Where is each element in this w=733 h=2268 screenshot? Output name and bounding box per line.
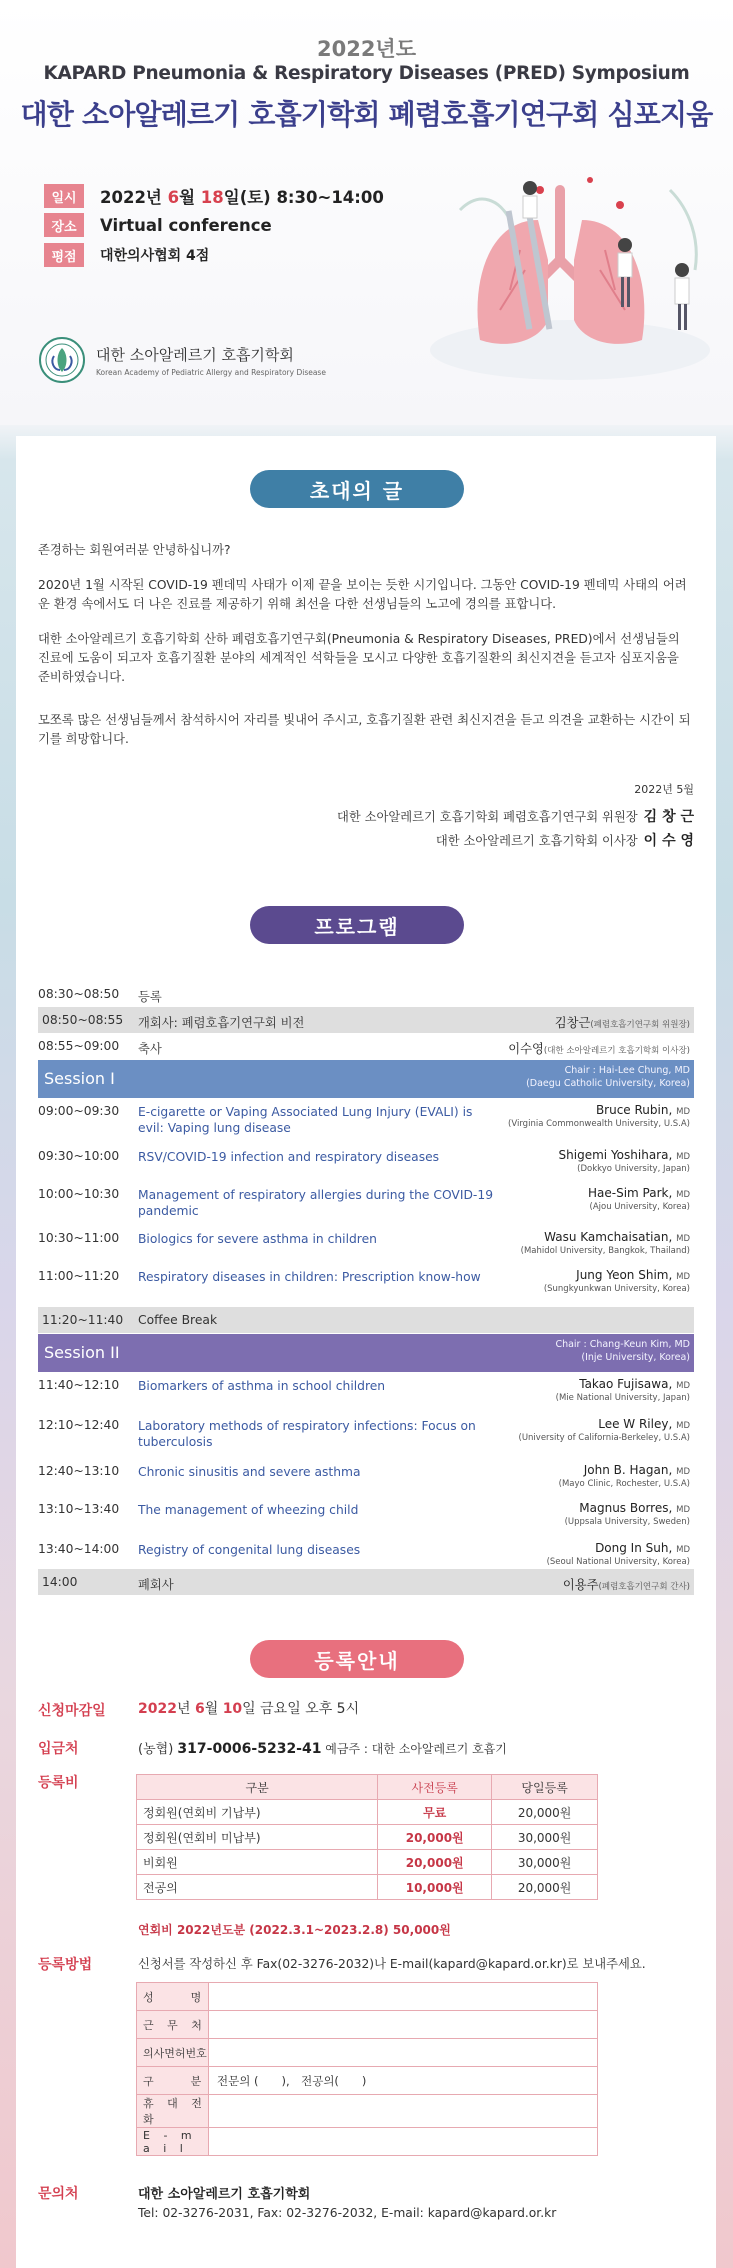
program-row-talk [38,1227,694,1265]
program-row-registration: 08:30~08:50 등록 [38,987,162,1004]
info-date-value: 2022년 6월 18일(토) 8:30~14:00 [100,188,384,207]
fee-table [136,1774,598,1900]
deadline-label: 신청마감일 [38,1703,106,1719]
contact-details: Tel: 02-3276-2031, Fax: 02-3276-2032, E-mail: kapard@kapard.or.kr [138,2206,557,2220]
bank-label: 입금처 [38,1741,79,1757]
info-credit-row [44,243,209,267]
talk-affiliation: (Seoul National University, Korea) [546,1557,690,1567]
session-1-header: Session I Chair : Hai-Lee Chung, MD (Daegu Catholic University, Korea) [38,1060,694,1098]
talk-speaker: Shigemi Yoshihara, MD [558,1148,690,1162]
program-heading: 프로그램 [250,906,464,944]
fee-cell: 20,000원 [492,1875,598,1900]
program-row-talk [38,1374,694,1414]
org-block [38,336,326,384]
fee-cell: 정회원(연회비 미납부) [137,1825,378,1850]
fee-header-cell: 사전등록 [378,1775,492,1800]
talk-title: Chronic sinusitis and severe asthma [138,1465,361,1479]
hero-title-kr: 대한 소아알레르기 호흡기학회 폐렴호흡기연구회 심포지움 [20,98,713,131]
annual-fee-note: 연회비 2022년도분 (2022.3.1~2023.2.8) 50,000원 [138,1923,451,1937]
fee-cell: 20,000원 [378,1850,492,1875]
talk-time: 09:00~09:30 [38,1104,120,1118]
program-row-congrats: 08:55~09:00 축사 이수영(대한 소아알레르기 호흡기학회 이사장) [38,1039,690,1056]
fee-label: 등록비 [38,1775,79,1791]
org-logo-icon [38,336,86,384]
content-card [16,436,716,2268]
hero-banner [0,0,733,425]
form-field-value[interactable]: 전문의 ( ), 전공의( ) [209,2067,598,2095]
program-row-break: 11:20~11:40 Coffee Break [38,1307,694,1333]
fee-row [137,1850,598,1875]
form-row [137,2039,598,2067]
talk-speaker: Lee W Riley, MD [598,1417,690,1431]
bank-value: (농협) 317-0006-5232-41 예금주 : 대한 소아알레르기 호흡기 [138,1741,507,1757]
form-field-label: 의사면허번호 [137,2039,209,2067]
fee-cell: 무료 [378,1800,492,1825]
program-row-talk [38,1414,694,1460]
program-row-opening: 08:50~08:55 개회사: 폐렴호흡기연구회 비전 김창근(폐렴호흡기연구회 위원장) [38,1007,694,1033]
talk-time: 13:10~13:40 [38,1502,120,1516]
program-row-talk [38,1265,694,1307]
method-value: 신청서를 작성하신 후 Fax(02-3276-2032)나 E-mail(kapard@kapard.or.kr)로 보내주세요. [138,1957,646,1971]
form-row [137,1983,598,2011]
fee-row [137,1825,598,1850]
talk-speaker: Magnus Borres, MD [579,1501,690,1515]
form-field-label: 구 분 [137,2067,209,2095]
info-venue-row [44,213,272,237]
invite-signature-1: 대한 소아알레르기 호흡기학회 폐렴호흡기연구회 위원장 김 창 근 [336,809,694,825]
fee-cell: 전공의 [137,1875,378,1900]
deadline-value: 2022년 6월 10일 금요일 오후 5시 [138,1701,360,1717]
talk-time: 10:30~11:00 [38,1231,120,1245]
fee-cell: 30,000원 [492,1825,598,1850]
invite-heading: 초대의 글 [250,470,464,508]
program-row-talk [38,1183,694,1227]
invite-greeting: 존경하는 회원여러분 안녕하십니까? [38,543,231,557]
talk-title: Registry of congenital lung diseases [138,1543,361,1557]
form-field-label: 근 무 처 [137,2011,209,2039]
fee-row [137,1875,598,1900]
talk-title: RSV/COVID-19 infection and respiratory diseases [138,1150,440,1164]
talk-time: 11:00~11:20 [38,1269,120,1283]
program-row-talk [38,1498,694,1538]
talk-affiliation: (University of California-Berkeley, U.S.A) [518,1433,690,1443]
talk-speaker: Dong In Suh, MD [595,1541,690,1555]
form-row [137,2128,598,2156]
info-label-date: 일시 [44,184,84,208]
talk-title: Biomarkers of asthma in school children [138,1379,386,1393]
session-2-header: Session II Chair : Chang-Keun Kim, MD (Inje University, Korea) [38,1334,694,1372]
talk-affiliation: (Uppsala University, Sweden) [564,1517,690,1527]
talk-affiliation: (Mie National University, Japan) [555,1393,690,1403]
talk-speaker: Bruce Rubin, MD [595,1103,690,1117]
talk-time: 09:30~10:00 [38,1149,120,1163]
lungs-illustration-icon [420,150,720,395]
invite-paragraph-1: 2020년 1월 시작된 COVID-19 펜데믹 사태가 이제 끝을 보이는 듯한 시기입니다. 그동안 COVID-19 펜데믹 사태의 어려운 환경 속에서도 더 나은 진료를 제공하기 위해 최선을 다한 선생님들의 노고에 경의를 표합니다. [38,578,687,611]
talk-time: 12:40~13:10 [38,1464,120,1478]
registration-heading: 등록안내 [250,1640,464,1678]
fee-cell: 20,000원 [492,1800,598,1825]
form-field-value[interactable] [209,2011,598,2039]
talk-title: Management of respiratory allergies during the COVID-19 pandemic [138,1188,494,1218]
fee-row [137,1800,598,1825]
form-row [137,2067,598,2095]
talk-speaker: Jung Yeon Shim, MD [576,1268,690,1282]
info-venue-value: Virtual conference [100,215,272,235]
talk-time: 10:00~10:30 [38,1187,120,1201]
org-name-en: Korean Academy of Pediatric Allergy and Respiratory Disease [96,367,326,377]
talk-speaker: Takao Fujisawa, MD [579,1377,690,1391]
invite-paragraph-3: 모쪼록 많은 선생님들께서 참석하시어 자리를 빛내어 주시고, 호흡기질환 관련 최신지견을 듣고 의견을 교환하는 시간이 되기를 희망합니다. [38,713,691,746]
fee-cell: 비회원 [137,1850,378,1875]
info-credit-value: 대한의사협회 4점 [100,248,210,264]
talk-affiliation: (Dokkyo University, Japan) [577,1164,690,1174]
talk-title: Laboratory methods of respiratory infections: Focus on tuberculosis [138,1419,476,1449]
fee-header-cell: 당일등록 [492,1775,598,1800]
form-field-label: 휴 대 전 화 [137,2095,209,2128]
program-row-talk [38,1460,694,1498]
form-row [137,2095,598,2128]
form-field-value[interactable] [209,2039,598,2067]
program-row-talk [38,1145,694,1183]
invite-date: 2022년 5월 [634,783,694,796]
hero-year: 2022년도 [316,37,417,61]
program-row-closing: 14:00 폐회사 이용주(폐렴호흡기연구회 간사) [38,1569,694,1595]
invite-paragraph-2: 대한 소아알레르기 호흡기학회 산하 폐렴호흡기연구회(Pneumonia & Respiratory Diseases, PRED)에서 선생님들의 진료에 도움이 되고자 호흡기질환 분야의 세계적인 석학들을 모시고 다양한 호흡기질환의 최신지견을 듣고자 심포지움을 준비하였습니다. [38,632,680,684]
method-label: 등록방법 [38,1957,93,1973]
form-field-label: E - m a i l [137,2128,209,2156]
talk-speaker: John B. Hagan, MD [583,1463,690,1477]
talk-title: The management of wheezing child [138,1503,359,1517]
fee-cell: 10,000원 [378,1875,492,1900]
program-row-talk [38,1100,694,1145]
info-date-row [44,184,384,208]
talk-time: 11:40~12:10 [38,1378,120,1392]
talk-affiliation: (Virginia Commonwealth University, U.S.A) [508,1119,690,1129]
talk-title: Respiratory diseases in children: Prescription know-how [138,1270,481,1284]
fee-cell: 정회원(연회비 기납부) [137,1800,378,1825]
talk-affiliation: (Mahidol University, Bangkok, Thailand) [520,1246,690,1256]
fee-header-cell: 구분 [137,1775,378,1800]
hero-title-en: KAPARD Pneumonia & Respiratory Diseases (PRED) Symposium [43,63,690,84]
form-row [137,2011,598,2039]
talk-affiliation: (Sungkyunkwan University, Korea) [543,1284,690,1294]
form-field-value[interactable] [209,2128,598,2156]
fee-cell: 20,000원 [378,1825,492,1850]
org-name-kr: 대한 소아알레르기 호흡기학회 [96,345,294,364]
form-field-value[interactable] [209,2095,598,2128]
info-label-venue: 장소 [44,213,84,237]
invite-signature-2: 대한 소아알레르기 호흡기학회 이사장 이 수 영 [435,833,694,849]
talk-title: Biologics for severe asthma in children [138,1232,377,1246]
form-field-value[interactable] [209,1983,598,2011]
registration-form-table [136,1982,598,2156]
talk-time: 12:10~12:40 [38,1418,120,1432]
talk-title: E-cigarette or Vaping Associated Lung Injury (EVALI) is evil: Vaping lung disease [138,1105,473,1135]
contact-label: 문의처 [38,2186,79,2202]
fee-cell: 30,000원 [492,1850,598,1875]
contact-org: 대한 소아알레르기 호흡기학회 [138,2187,311,2202]
talk-time: 13:40~14:00 [38,1542,120,1556]
talk-speaker: Wasu Kamchaisatian, MD [544,1230,690,1244]
form-field-label: 성 명 [137,1983,209,2011]
talk-affiliation: (Ajou University, Korea) [589,1202,690,1212]
info-label-credit: 평점 [44,243,84,267]
talk-affiliation: (Mayo Clinic, Rochester, U.S.A) [558,1479,690,1489]
talk-speaker: Hae-Sim Park, MD [587,1186,690,1200]
